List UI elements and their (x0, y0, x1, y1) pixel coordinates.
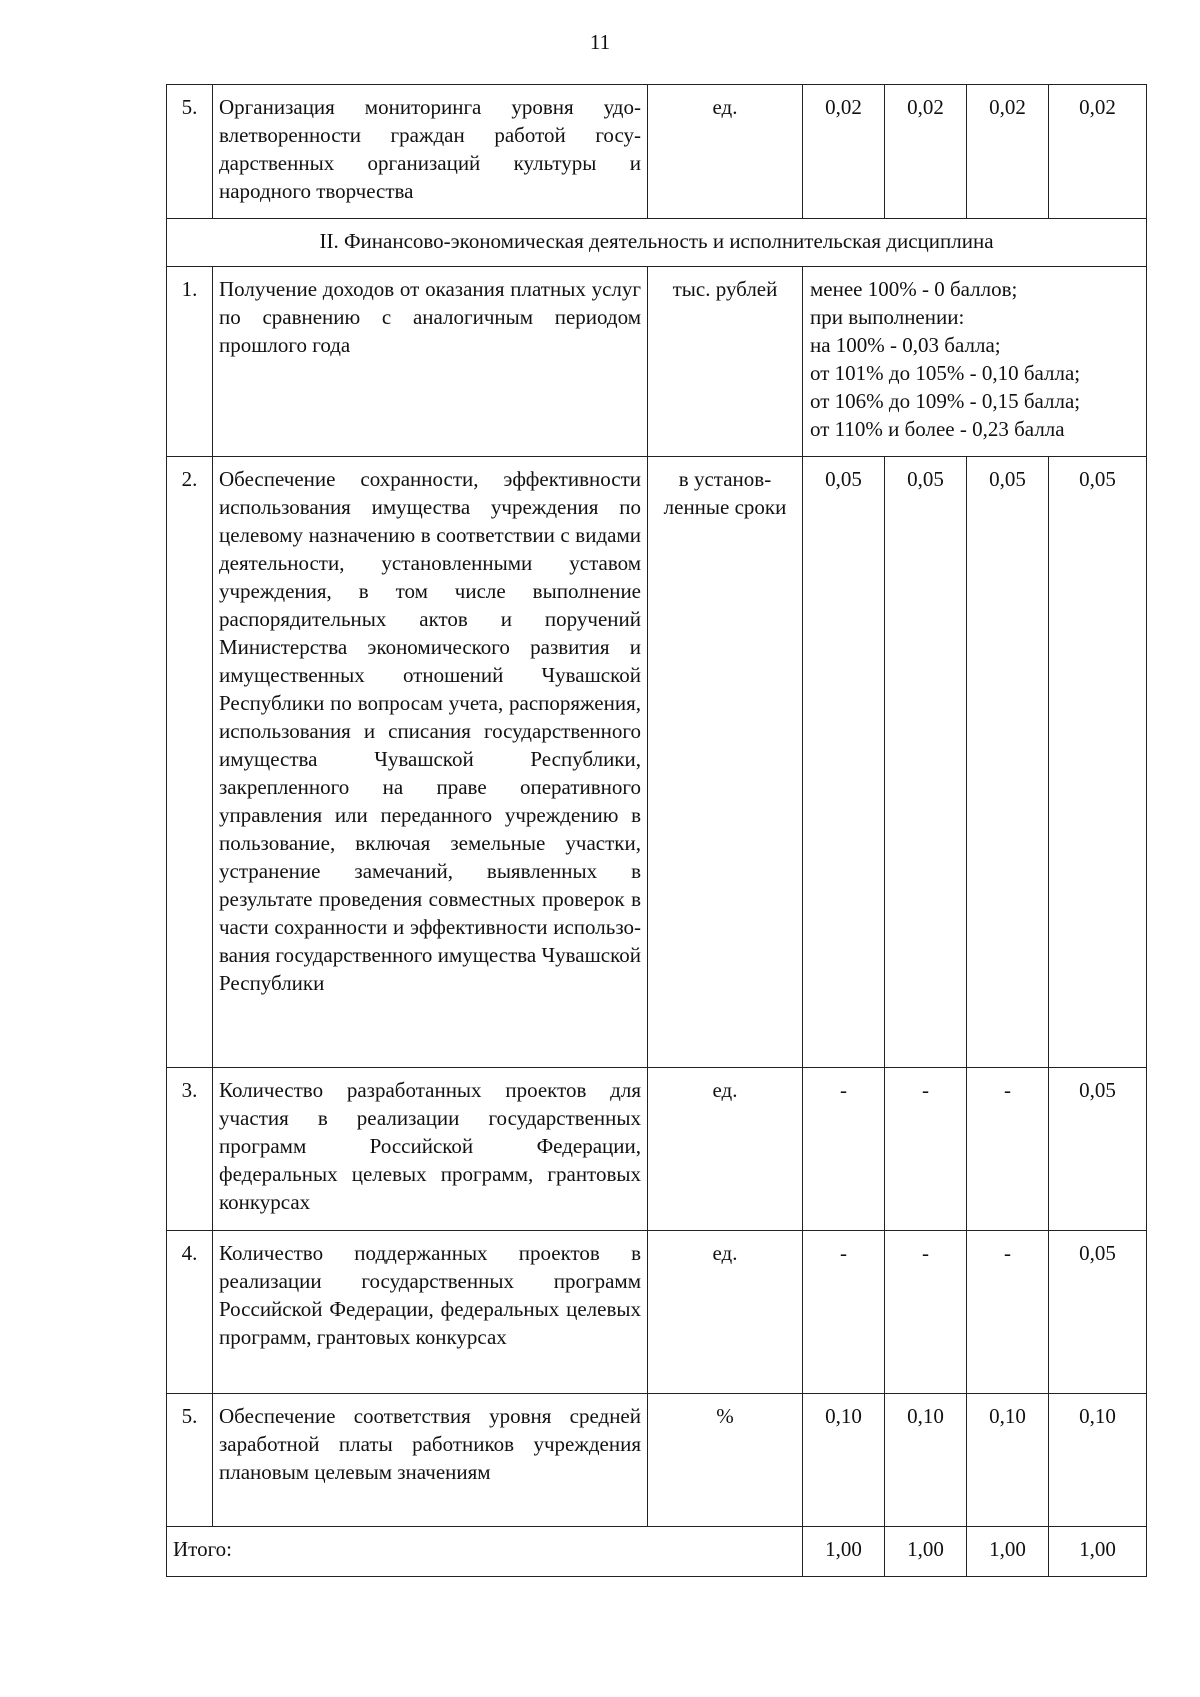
row-number: 2. (167, 457, 213, 1068)
criteria-line: от 110% и более - 0,23 балла (810, 417, 1065, 441)
row-scoring-criteria (803, 267, 1147, 457)
total-value: 1,00 (967, 1527, 1049, 1577)
row-unit: % (648, 1394, 803, 1527)
row-description: Количество разработанных проектов для участия в реализации государственных программ Российской Федерации, федеральных целевых программ, грантовых конкурсах (213, 1068, 648, 1231)
row-description: Количество поддержанных проектов в реализации государственных программ Российской Федерации, федеральных целевых программ, грантовых конкурсах (213, 1231, 648, 1394)
row-value: - (803, 1231, 885, 1394)
criteria-line: менее 100% - 0 баллов; (810, 277, 1018, 301)
row-value: 0,05 (1049, 1068, 1147, 1231)
row-value: 0,10 (885, 1394, 967, 1527)
total-label: Итого: (167, 1527, 803, 1577)
total-row (167, 1527, 1147, 1577)
total-value: 1,00 (1049, 1527, 1147, 1577)
row-unit: ед. (648, 1231, 803, 1394)
row-number: 5. (167, 85, 213, 219)
row-description: Организация мониторинга уровня удовлетворенности граждан работой государственных организаций культуры и народного творчества (213, 85, 648, 219)
section-title: II. Финансово-экономическая деятельность и исполнительская дисциплина (167, 219, 1147, 267)
row-value: - (967, 1231, 1049, 1394)
table-row (167, 1394, 1147, 1527)
row-value: 0,05 (967, 457, 1049, 1068)
page-number: 11 (589, 30, 611, 54)
total-value: 1,00 (885, 1527, 967, 1577)
table-row (167, 85, 1147, 219)
table-row (167, 267, 1147, 457)
row-unit: ед. (648, 85, 803, 219)
criteria-table (166, 84, 1147, 1577)
row-value: - (803, 1068, 885, 1231)
row-value: 0,05 (885, 457, 967, 1068)
row-value: 0,02 (967, 85, 1049, 219)
row-number: 4. (167, 1231, 213, 1394)
row-value: 0,02 (1049, 85, 1147, 219)
row-description: Обеспечение сохранности, эффективности использования имущества учреждения по целевому назначению в соответствии с видами деятельности, установленными уставом учреждения, в том числе выполнение распорядительных актов и поручений Министерства экономического развития и имущественных отношений Чувашской Республики по вопросам учета, распоряжения, использования и списания государственного имущества Чувашской Республики, закрепленного на праве оперативного управления или переданного учреждению в пользование, включая земельные участки, устранение замечаний, выявленных в результате проведения совместных проверок в части сохранности и эффективности использования государственного имущества Чувашской Республики (213, 457, 648, 1068)
criteria-line: от 106% до 109% - 0,15 балла; (810, 389, 1081, 413)
row-value: - (885, 1231, 967, 1394)
row-value: 0,05 (1049, 1231, 1147, 1394)
row-value: 0,02 (885, 85, 967, 219)
row-number: 3. (167, 1068, 213, 1231)
row-value: 0,02 (803, 85, 885, 219)
row-value: 0,10 (803, 1394, 885, 1527)
section-header-row (167, 219, 1147, 267)
row-value: - (967, 1068, 1049, 1231)
row-value: 0,10 (967, 1394, 1049, 1527)
row-number: 5. (167, 1394, 213, 1527)
row-unit: в установленные сроки (648, 457, 803, 1068)
row-value: 0,05 (803, 457, 885, 1068)
criteria-line: на 100% - 0,03 балла; (810, 333, 1001, 357)
total-value: 1,00 (803, 1527, 885, 1577)
row-description: Получение доходов от оказания платных услуг по сравнению с аналогичным периодом прошлого года (213, 267, 648, 457)
row-unit: ед. (648, 1068, 803, 1231)
row-value: 0,10 (1049, 1394, 1147, 1527)
table-row (167, 1068, 1147, 1231)
table-row (167, 1231, 1147, 1394)
row-unit: тыс. рублей (648, 267, 803, 457)
criteria-line: при выполнении: (810, 305, 965, 329)
criteria-line: от 101% до 105% - 0,10 балла; (810, 361, 1081, 385)
row-value: - (885, 1068, 967, 1231)
row-description: Обеспечение соответствия уровня средней заработной платы работников учреждения плановым целевым значениям (213, 1394, 648, 1527)
table-row (167, 457, 1147, 1068)
row-number: 1. (167, 267, 213, 457)
row-value: 0,05 (1049, 457, 1147, 1068)
